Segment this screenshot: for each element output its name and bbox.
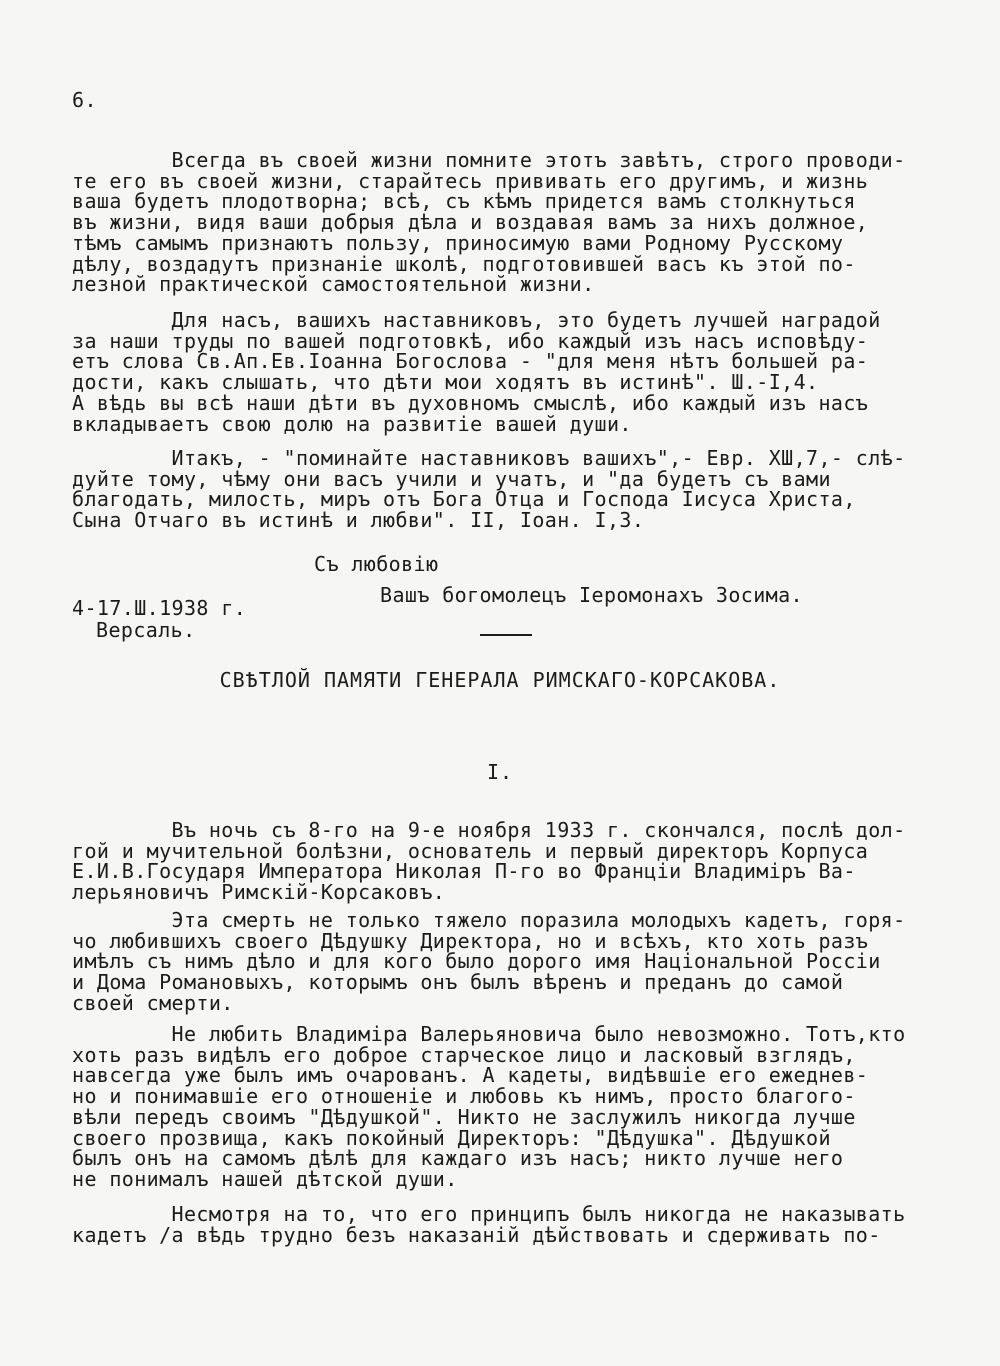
paragraph — [72, 448, 922, 531]
section-number: I. — [486, 760, 514, 784]
text-line: навсегда уже былъ имъ очарованъ. А кадеты, видѣвшіе его ежеднев- — [72, 1063, 869, 1088]
text-line: но и понимавшіе его отношеніе и любовь къ нимъ, просто благого- — [72, 1084, 856, 1109]
text-line: гой и мучительной болѣзни, основатель и первый директоръ Корпуса — [72, 838, 869, 863]
section-title: СВѢТЛОЙ ПАМЯТИ ГЕНЕРАЛА РИМСКАГО-КОРСАКОВА. — [219, 668, 781, 692]
text-line: лерьяновичъ Римскій-Корсаковъ. — [72, 880, 446, 905]
text-line: тѣмъ самымъ признаютъ пользу, приносимую вами Родному Русскому — [72, 230, 844, 255]
text-line: своего прозвища, какъ покойный Директоръ: "Дѣдушка". Дѣдушкой — [72, 1125, 831, 1150]
text-line: Итакъ, - "поминайте наставниковъ вашихъ",- Евр. ХШ,7,- слѣ- — [72, 446, 906, 470]
text-line: Всегда въ своей жизни помните этотъ завѣтъ, строго проводи- — [72, 148, 906, 172]
text-line: чо любившихъ своего Дѣдушку Директора, но и всѣхъ, кто хоть разъ — [72, 928, 869, 953]
paragraph — [72, 1024, 922, 1190]
text-line: Не любить Владиміра Валерьяновича было невозможно. Тотъ,кто — [72, 1022, 906, 1046]
text-line: кадетъ /а вѣдь трудно безъ наказаній дѣйствовать и сдерживать по- — [72, 1222, 881, 1247]
text-line: Е.И.В.Государя Императора Николая П-го во Франціи Владиміръ Ва- — [72, 859, 856, 884]
text-line: етъ слова Св.Ап.Ев.Іоанна Богослова - "для меня нѣтъ большей ра- — [72, 349, 869, 374]
letter-date: 4-17.Ш.1938 г. — [72, 596, 247, 620]
paragraph — [72, 1204, 922, 1245]
text-line: дѣлу, воздадутъ признаніе школѣ, подготовившей васъ къ этой по- — [72, 251, 856, 276]
text-line: Для насъ, вашихъ наставниковъ, это будетъ лучшей наградой — [72, 308, 881, 332]
text-line: не понималъ нашей дѣтской души. — [72, 1166, 458, 1191]
paragraph — [72, 150, 922, 295]
text-line: своей смерти. — [72, 990, 234, 1015]
text-line: Сына Отчаго въ истинѣ и любви". II, Іоан. I,3. — [72, 508, 645, 533]
text-line: А вѣдь вы всѣ наши дѣти въ духовномъ смыслѣ, ибо каждый изъ насъ — [72, 390, 869, 415]
text-line: за наши труды по вашей подготовкѣ, ибо каждый изъ насъ исповѣду- — [72, 328, 869, 353]
separator-rule — [480, 634, 532, 636]
signature: Вашъ богомолецъ Іеромонахъ Зосима. — [380, 583, 803, 607]
text-line: и Дома Романовыхъ, которымъ онъ былъ вѣренъ и преданъ до самой — [72, 970, 844, 995]
text-line: ваша будетъ плодотворна; всѣ, съ кѣмъ придется вамъ столкнуться — [72, 189, 856, 214]
text-line: былъ онъ на самомъ дѣлѣ для каждаго изъ насъ; никто лучше него — [72, 1146, 844, 1171]
text-line: вѣли передъ своимъ "Дѣдушкой". Никто не заслужилъ никогда лучше — [72, 1104, 856, 1129]
text-line: Въ ночь съ 8-го на 9-е ноября 1933 г. скончался, послѣ дол- — [72, 818, 906, 842]
text-line: дости, какъ слышать, что дѣти мои ходятъ въ истинѣ". Ш.-І,4. — [72, 370, 819, 395]
text-line: въ жизни, видя ваши добрыя дѣла и воздавая вамъ за нихъ должное, — [72, 210, 869, 235]
page-number: 6. — [72, 88, 97, 112]
text-line: Эта смерть не только тяжело поразила молодыхъ кадетъ, горя- — [72, 908, 906, 932]
text-line: вкладываетъ свою долю на развитіе вашей души. — [72, 411, 632, 436]
text-line: хоть разъ видѣлъ его доброе старческое лицо и ласковый взглядъ, — [72, 1042, 856, 1067]
text-line: Несмотря на то, что его принципъ былъ никогда не наказывать — [72, 1202, 906, 1226]
letter-place: Версаль. — [96, 618, 196, 642]
text-line: лезной практической самостоятельной жизни. — [72, 272, 595, 297]
text-line: благодать, милость, миръ отъ Бога Отца и Господа Іисуса Христа, — [72, 487, 856, 512]
paragraph — [72, 310, 922, 434]
text-line: имѣлъ съ нимъ дѣло и для кого было дорого имя Національной Россіи — [72, 949, 881, 974]
paragraph — [72, 820, 922, 903]
text-line: те его въ своей жизни, старайтесь прививать его другимъ, и жизнь — [72, 168, 869, 193]
paragraph — [72, 910, 922, 1014]
closing-salutation: Съ любовію — [314, 552, 439, 576]
text-line: дуйте тому, чѣму они васъ учили и учатъ, и "да будетъ съ вами — [72, 466, 831, 491]
